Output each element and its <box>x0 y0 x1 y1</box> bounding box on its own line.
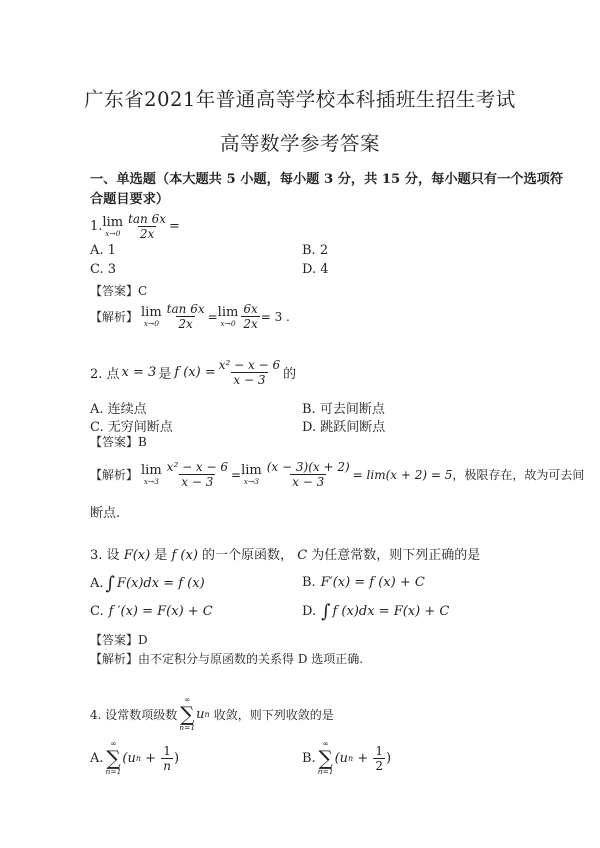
answer-tag: 【答案】 <box>90 633 139 647</box>
q4-option-b-close: ) <box>386 750 392 766</box>
q1-option-c: C. 3 <box>90 262 117 277</box>
q2-analysis-eq1: = <box>231 467 242 482</box>
page-subtitle: 高等数学参考答案 <box>219 132 380 155</box>
q1-option-d: D. 4 <box>302 262 329 277</box>
q1-equals: = <box>168 219 180 234</box>
q4-option-a-sub: n <box>135 753 142 763</box>
q3-option-c <box>90 604 213 619</box>
q4-term: u <box>196 706 205 722</box>
q4-option-b-sum <box>318 740 334 776</box>
q2-analysis-lim1-sub: x→3 <box>143 476 159 486</box>
q3-option-d-expr: f (x)dx = F(x) + C <box>332 604 450 619</box>
q3-option-d-label: D. <box>302 604 317 619</box>
section-heading-line2: 合题目要求） <box>90 192 170 207</box>
integral-symbol: ∫ <box>321 601 331 622</box>
q4-option-b-sum-top: ∞ <box>322 739 329 748</box>
q4-sum-bot: n=1 <box>179 723 196 732</box>
q1-analysis-lim2-sub: x→0 <box>220 318 236 328</box>
q2-analysis-frac2 <box>265 460 352 489</box>
q3-stem-F: F(x) <box>123 548 151 563</box>
integral-symbol: ∫ <box>105 573 115 594</box>
q1-analysis-lim1-word: lim <box>141 304 162 320</box>
q3-stem-C: C <box>297 548 308 563</box>
q1-numerator: tan 6x <box>128 212 166 226</box>
q2-analysis-tail2: 断点. <box>90 506 121 521</box>
q2-analysis-frac1-num: x² − x − 6 <box>166 460 229 474</box>
q1-analysis-eq: = <box>207 309 218 324</box>
q4-option-b-num: 1 <box>375 743 383 758</box>
q3-option-b <box>302 575 425 590</box>
q2-stem-mid: 是 <box>158 367 172 382</box>
question-2-stem <box>90 358 296 387</box>
q4-option-b-plus: + <box>353 750 373 766</box>
q4-option-a-close: ) <box>173 750 180 766</box>
q1-analysis-lim2-word: lim <box>217 304 239 320</box>
q2-option-b: B. 可去间断点 <box>302 402 385 417</box>
q3-option-a-label: A. <box>90 576 104 591</box>
q1-denominator: 2x <box>139 227 155 241</box>
q3-stem-f: f (x) <box>171 548 198 563</box>
q4-option-a-sum-bot: n=1 <box>105 767 122 776</box>
q4-option-a-sum <box>106 740 122 776</box>
q2-analysis-tail: ，极限存在，故为可去间 <box>452 468 585 482</box>
q1-analysis-frac1-num: tan 6x <box>166 302 205 316</box>
q2-option-d: D. 跳跃间断点 <box>302 420 386 435</box>
q3-analysis-text: 由不定积分与原函数的关系得 D 选项正确. <box>138 652 364 666</box>
q1-option-a: A. 1 <box>90 243 116 258</box>
q3-option-d <box>302 601 449 622</box>
q2-option-a: A. 连续点 <box>90 402 147 417</box>
q1-analysis-lim1-sub: x→0 <box>143 318 159 328</box>
q3-option-c-label: C. <box>90 604 104 619</box>
q4-option-a-frac <box>161 744 173 773</box>
q2-analysis <box>90 460 584 489</box>
q3-stem-pre: 3. 设 <box>90 548 120 563</box>
question-1-stem <box>90 212 180 241</box>
q4-option-b-frac <box>373 744 385 773</box>
q4-option-a-label: A. <box>90 750 104 766</box>
q3-analysis <box>90 650 363 667</box>
q4-option-a-den: n <box>163 758 171 773</box>
q2-analysis-lim1 <box>141 464 162 486</box>
q1-limit <box>102 216 123 238</box>
answer-tag: 【答案】 <box>90 284 139 298</box>
q4-option-b-sub: n <box>348 753 354 763</box>
q2-analysis-frac1 <box>165 460 230 489</box>
q2-analysis-lim2-word: lim <box>241 462 262 478</box>
q4-stem-pre: 4. 设常数项级数 <box>90 707 178 722</box>
q1-fraction <box>126 212 168 241</box>
q2-stem-x: x = 3 <box>121 365 157 380</box>
q1-analysis-frac2-den: 2x <box>243 317 258 331</box>
q1-answer-value: C <box>138 284 148 298</box>
q2-analysis-frac1-den: x − 3 <box>181 475 214 489</box>
q3-stem-mid2: 的一个原函数， <box>202 548 294 563</box>
q2-stem-den: x − 3 <box>233 373 266 387</box>
q4-option-a-sum-top: ∞ <box>110 739 117 748</box>
q4-option-a-pre: (u <box>122 750 136 766</box>
q2-stem-fraction <box>217 358 282 387</box>
q3-stem-mid1: 是 <box>154 548 168 563</box>
q4-option-b-den: 2 <box>375 758 383 773</box>
sigma-symbol: ∑ <box>106 746 121 770</box>
analysis-tag: 【解析】 <box>90 652 139 666</box>
q3-option-c-expr: f ′(x) = F(x) + C <box>108 604 213 619</box>
q1-analysis-result: = 3 . <box>260 309 290 324</box>
q3-answer-value: D <box>138 633 148 647</box>
q4-option-b-pre: (u <box>334 750 349 766</box>
q1-answer <box>90 282 147 299</box>
question-4-stem <box>90 696 334 732</box>
analysis-tag: 【解析】 <box>90 468 139 482</box>
q4-option-b <box>302 740 391 776</box>
q1-analysis-frac2-num: 6x <box>243 302 258 316</box>
q3-option-b-label: B. <box>302 575 316 590</box>
q2-analysis-lim2-sub: x→3 <box>243 476 260 486</box>
q1-lim-sub: x→0 <box>105 228 121 238</box>
q1-option-b: B. 2 <box>302 243 329 258</box>
q4-sum-top: ∞ <box>184 695 191 704</box>
q3-answer <box>90 631 148 648</box>
q2-option-c: C. 无穷间断点 <box>90 420 173 435</box>
q4-option-b-sum-bot: n=1 <box>317 767 334 776</box>
q2-stem-f: f (x) = <box>174 365 216 380</box>
section-heading-line1: 一、单选题（本大题共 5 小题，每小题 3 分，共 15 分，每小题只有一个选项符 <box>90 172 564 187</box>
q1-lim-word: lim <box>102 214 124 230</box>
q2-stem-pre: 2. 点 <box>90 367 120 382</box>
q2-stem-tail: 的 <box>283 367 297 382</box>
q1-analysis-frac1 <box>165 302 207 331</box>
analysis-tag: 【解析】 <box>90 310 139 324</box>
q4-stem-tail: 收敛，则下列收敛的是 <box>213 707 334 722</box>
q4-term-sub: n <box>204 709 210 719</box>
q4-option-a-plus: + <box>141 750 161 766</box>
sigma-symbol: ∑ <box>318 746 333 770</box>
q2-analysis-frac2-den: x − 3 <box>292 475 325 489</box>
q3-option-a-expr: F(x)dx = f (x) <box>116 576 205 591</box>
page-title: 广东省2021年普通高等学校本科插班生招生考试 <box>84 88 516 111</box>
q1-number: 1. <box>90 219 103 234</box>
q4-option-a-num: 1 <box>163 743 171 758</box>
q4-option-b-label: B. <box>302 750 316 766</box>
q2-answer-value: B <box>138 435 147 449</box>
q2-analysis-lim1-word: lim <box>141 462 162 478</box>
question-3-stem <box>90 544 480 563</box>
answer-tag: 【答案】 <box>90 435 139 449</box>
q2-analysis-frac2-num: (x − 3)(x + 2) <box>266 460 350 474</box>
q3-stem-tail: 为任意常数，则下列正确的是 <box>311 548 481 563</box>
q2-stem-num: x² − x − 6 <box>218 358 281 372</box>
q2-analysis-lim2 <box>241 464 262 486</box>
q1-analysis-frac1-den: 2x <box>178 317 193 331</box>
q4-stem-sum <box>179 696 195 732</box>
q1-analysis-lim2 <box>218 306 239 328</box>
q1-analysis-frac2 <box>241 302 259 331</box>
sigma-symbol: ∑ <box>180 702 195 726</box>
q1-analysis-lim1 <box>141 306 162 328</box>
q4-option-a <box>90 740 179 776</box>
q2-analysis-mid: = lim(x + 2) = 5 <box>352 467 453 482</box>
q1-analysis <box>90 302 290 331</box>
q3-option-a <box>90 573 205 594</box>
q2-answer <box>90 433 147 450</box>
q3-option-b-expr: F′(x) = f (x) + C <box>320 575 425 590</box>
